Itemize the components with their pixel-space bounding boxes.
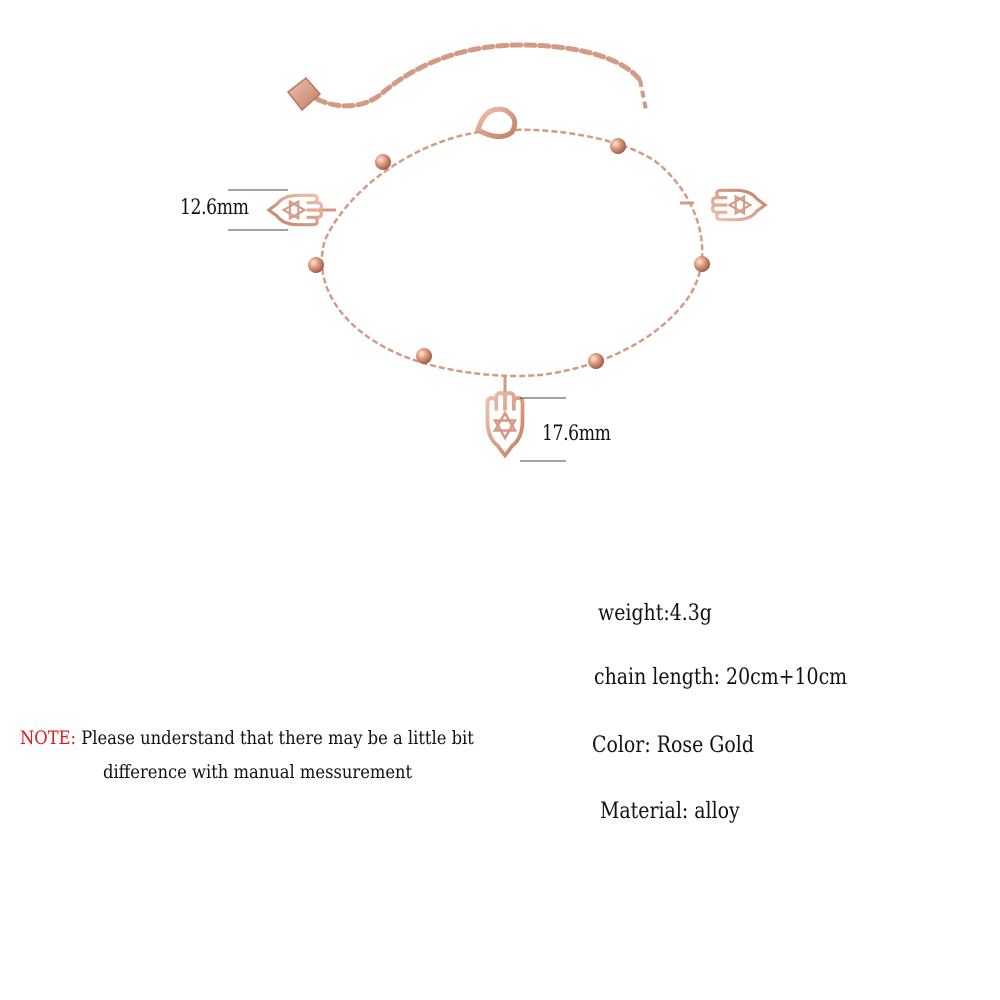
bead xyxy=(416,348,432,364)
bead xyxy=(694,256,710,272)
lobster-clasp xyxy=(478,109,515,136)
bead xyxy=(375,154,391,170)
extension-chain xyxy=(305,45,640,106)
center-charm-dimension: 17.6mm xyxy=(542,421,611,445)
extension-chain-end xyxy=(640,80,646,110)
material-spec: Material: alloy xyxy=(600,799,740,824)
chain-length-spec: chain length: 20cm+10cm xyxy=(594,665,848,690)
chain-end-tag xyxy=(288,78,320,110)
weight-spec: weight:4.3g xyxy=(598,601,712,626)
bead xyxy=(610,138,626,154)
bead xyxy=(588,353,604,369)
note-line-1: Please understand that there may be a little bit xyxy=(76,727,474,749)
measurement-note xyxy=(20,727,474,749)
note-prefix: NOTE: xyxy=(20,727,77,749)
bead xyxy=(308,257,324,273)
measurement-note-line-2: difference with manual messurement xyxy=(103,761,413,783)
color-spec: Color: Rose Gold xyxy=(592,733,754,758)
side-charm-dimension: 12.6mm xyxy=(180,195,249,219)
hamsa-charm-left xyxy=(269,195,322,224)
hamsa-charm-center xyxy=(488,393,523,456)
hamsa-charm-right xyxy=(713,190,766,219)
